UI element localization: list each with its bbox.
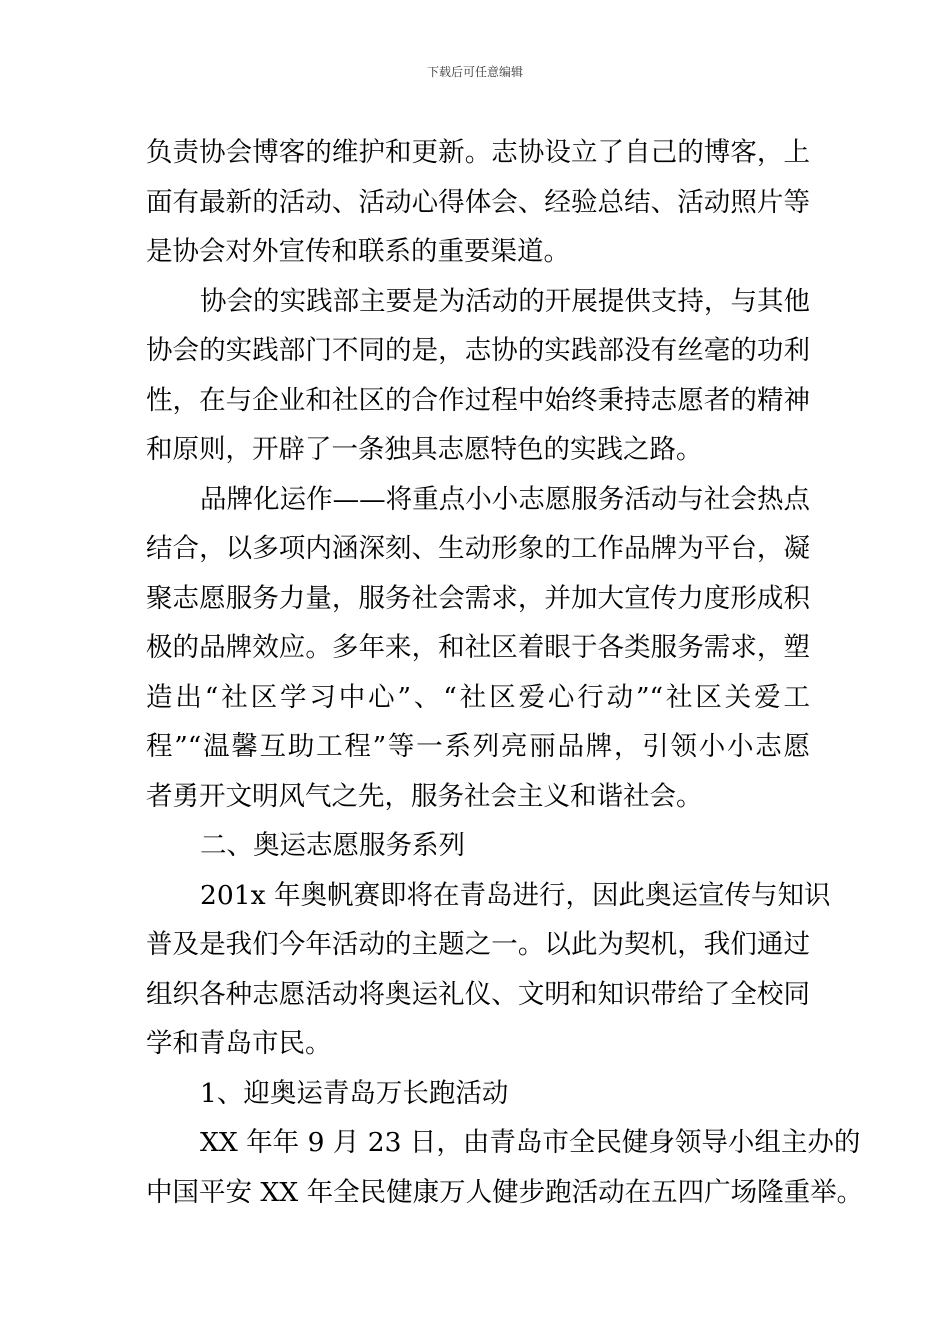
text-line: 负责协会博客的维护和更新。志协设立了自己的博客，上: [146, 137, 810, 168]
text-line: 者勇开文明风气之先，服务社会主义和谐社会。: [146, 780, 703, 812]
text-line: 品牌化运作——将重点小小志愿服务活动与社会热点: [200, 483, 810, 515]
text-line: 极的品牌效应。多年来，和社区着眼于各类服务需求，塑: [146, 632, 810, 663]
text-line: XX 年年 9 月 23 日，由青岛市全民健身领导小组主办的: [200, 1127, 861, 1158]
text-line: 协会的实践部门不同的是，志协的实践部没有丝毫的功利: [146, 335, 810, 366]
text-line: 201x 年奥帆赛即将在青岛进行，因此奥运宣传与知识: [200, 879, 831, 911]
text-line: 造出“社区学习中心”、“社区爱心行动”“社区关爱工: [146, 681, 810, 713]
text-line: 性，在与企业和社区的合作过程中始终秉持志愿者的精神: [146, 384, 810, 416]
text-line: 聚志愿服务力量，服务社会需求，并加大宣传力度形成积: [146, 582, 810, 614]
text-line: 和原则，开辟了一条独具志愿特色的实践之路。: [146, 434, 703, 465]
text-line: 程”“温馨互助工程”等一系列亮丽品牌，引领小小志愿: [146, 731, 810, 762]
document-body: [146, 128, 864, 1217]
text-line: 结合，以多项内涵深刻、生动形象的工作品牌为平台，凝: [146, 533, 810, 564]
text-line: 面有最新的活动、活动心得体会、经验总结、活动照片等: [146, 186, 810, 218]
text-line: 普及是我们今年活动的主题之一。以此为契机，我们通过: [146, 929, 810, 960]
text-line: 协会的实践部主要是为活动的开展提供支持，与其他: [200, 285, 810, 317]
text-line: 中国平安 XX 年全民健康万人健步跑活动在五四广场隆重举。: [146, 1176, 864, 1208]
text-line: 是协会对外宣传和联系的重要渠道。: [146, 236, 570, 267]
subsection-heading: 1、迎奥运青岛万长跑活动: [200, 1077, 509, 1109]
section-heading: 二、奥运志愿服务系列: [200, 830, 465, 861]
text-line: 组织各种志愿活动将奥运礼仪、文明和知识带给了全校同: [146, 978, 810, 1010]
page-header-note: 下载后可任意编辑: [426, 65, 523, 79]
text-line: 学和青岛市民。: [146, 1028, 332, 1059]
